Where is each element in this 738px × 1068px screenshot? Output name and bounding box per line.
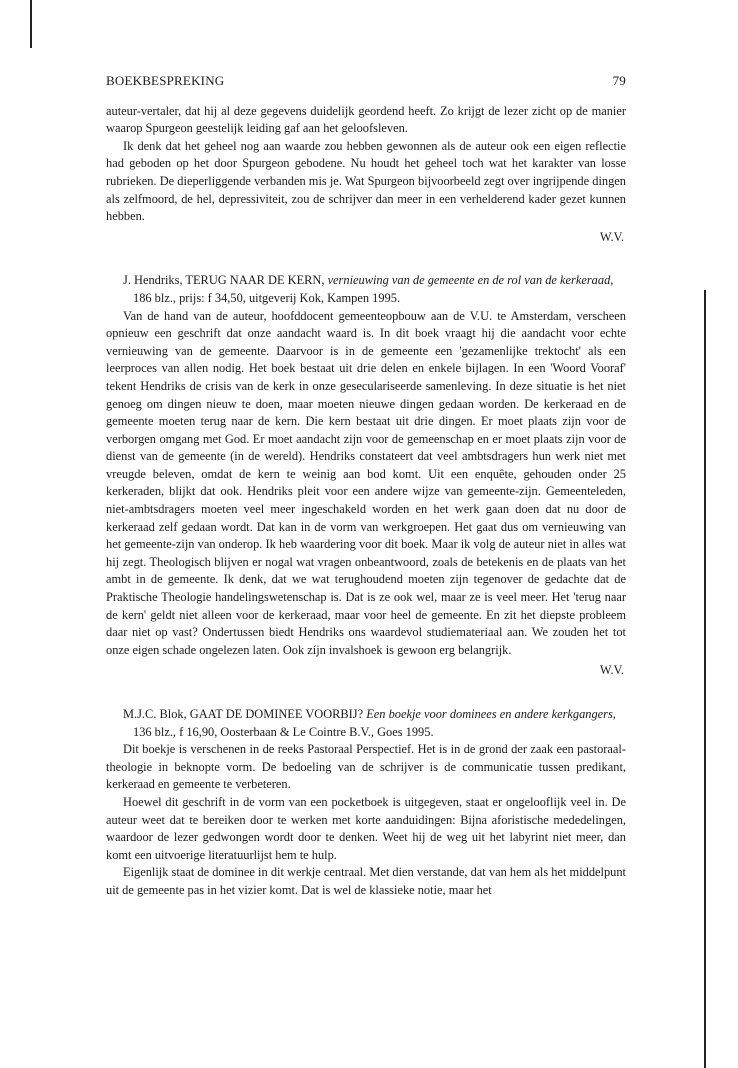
review-paragraph: Ik denk dat het geheel nog aan waarde zou hebben gewonnen als de auteur ook een eigen reflectie had geboden op het door Spurgeon gebodene. Nu houdt het geheel toch wat het karakter van losse rubrieken. De dieperliggende verbanden mis je. Wat Spurgeon bijvoorbeeld zegt over ingrijpende dingen als zelfmoord, de hel, depressiviteit, zou de schrijver dan meer in een verhelderend kader gezet kunnen hebben. (106, 138, 626, 224)
review-paragraph: Van de hand van de auteur, hoofddocent gemeenteopbouw aan de V.U. te Amsterdam, verscheen opnieuw een geschrift dat onze aandacht waard is. In dit boek vraagt hij die aandacht voor echte vernieuwing van de gemeente. Daarvoor is in de gemeente een 'gezamenlijke trektocht' als een leerproces van allen nodig. Het boek bestaat uit drie delen en enkele bijlagen. In een 'Woord Vooraf' tekent Hendriks de crisis van de kerk in onze geseculariseerde samenleving. In deze situatie is het niet genoeg om dingen nieuw te doen, maar moeten nieuwe dingen gedaan worden. De kerkeraad en de gemeente moeten terug naar de kern. Die kern bestaat uit drie dingen. Er moet plaats zijn voor de verborgen omgang met God. Er moet aandacht zijn voor de gemeenschap en er moet plaats zijn voor de dienst van de gemeente (in de wereld). Hendriks constateert dat veel ambtsdragers hun werk niet met vreugde beleven, omdat de kern te weinig aan bod komt. Uit een enquête, gehouden onder 25 kerkeraden, blijkt dat ook. Hendriks pleit voor een andere wijze van gemeente-zijn. Gemeenteleden, niet-ambtsdragers moeten veel meer ingeschakeld worden en het werk gaan doen dat nu door de kerkeraad zelf gedaan wordt. Dat kan in de vorm van werkgroepen. Het gaat dus om vernieuwing van het gemeente-zijn van onderop. Ik heb waardering voor dit boek. Maar ik volg de auteur niet in alles wat hij zegt. Theologisch blijven er nogal wat vragen onbeantwoord, zoals de betekenis en de plaats van het ambt in de gemeente. Ik denk, dat we wat terughoudend moeten zijn tegenover de gedachte dat de Praktische Theologie handelingswetenschap is. Dat is ze ook wel, maar ze is veel meer. Het 'terug naar de kern' geldt niet alleen voor de kerkeraad, maar voor heel de gemeente. En zit het diepste probleem daar niet op vast? Ondertussen biedt Hendriks ons waardevol studiemateriaal aan. We zouden het tot onze eigen schade ongelezen laten. Ook zíjn invalshoek is gewoon erg belangrijk. (106, 308, 626, 657)
review-continued (106, 103, 626, 247)
review-paragraph: Dit boekje is verschenen in de reeks Pastoraal Perspectief. Het is in de grond der zaak een pastoraal-theologie in beknopte vorm. De bedoeling van de schrijver is de communicatie tussen predikant, kerkeraad en gemeente te verbeteren. (106, 742, 626, 792)
running-head (106, 72, 626, 90)
review-paragraph: Hoewel dit geschrift in de vorm van een pocketboek is uitgegeven, staat er ongelooflijk veel in. De auteur weet dat te bereiken door te werken met korte aanduidingen: Bijna aforistische mededelingen, waardoor de lezer gedwongen wordt door te denken. Weet hij de weg uit het labyrint niet meer, dan komt een uitvoerige literatuurlijst hem te hulp. (106, 794, 626, 862)
book-citation (106, 706, 626, 741)
review-hendriks (106, 272, 626, 680)
review-paragraph: Eigenlijk staat de dominee in dit werkje centraal. Met dien verstande, dat van hem als het middelpunt uit de gemeente pas in het vizier komt. Dat is wel de klassieke notie, maar het (106, 865, 626, 897)
page-body (106, 72, 626, 900)
scan-edge-right (704, 290, 706, 1068)
book-citation (106, 272, 626, 307)
citation-details: 186 blz., prijs: f 34,50, uitgeverij Kok, Kampen 1995. (133, 290, 401, 305)
citation-subtitle: Een boekje voor dominees en andere kerkgangers, (366, 707, 616, 721)
reviewer-initials: W.V. (599, 229, 624, 244)
scan-edge-left (30, 0, 32, 48)
review-blok (106, 706, 626, 900)
citation-author-title: J. Hendriks, TERUG NAAR DE KERN, (123, 273, 328, 288)
citation-details: 136 blz., f 16,90, Oosterbaan & Le Cointre B.V., Goes 1995. (133, 724, 434, 739)
page-number: 79 (612, 73, 626, 88)
review-paragraph: auteur-vertaler, dat hij al deze gegevens duidelijk geordend heeft. Zo krijgt de lezer zicht op de manier waarop Spurgeon geestelijk leiding gaf aan het geloofsleven. (106, 103, 626, 136)
reviewer-initials: W.V. (599, 663, 624, 678)
citation-author-title: M.J.C. Blok, GAAT DE DOMINEE VOORBIJ? (123, 707, 367, 721)
citation-subtitle: vernieuwing van de gemeente en de rol van de kerkeraad, (327, 273, 614, 288)
section-title: BOEKBESPREKING (106, 73, 225, 88)
